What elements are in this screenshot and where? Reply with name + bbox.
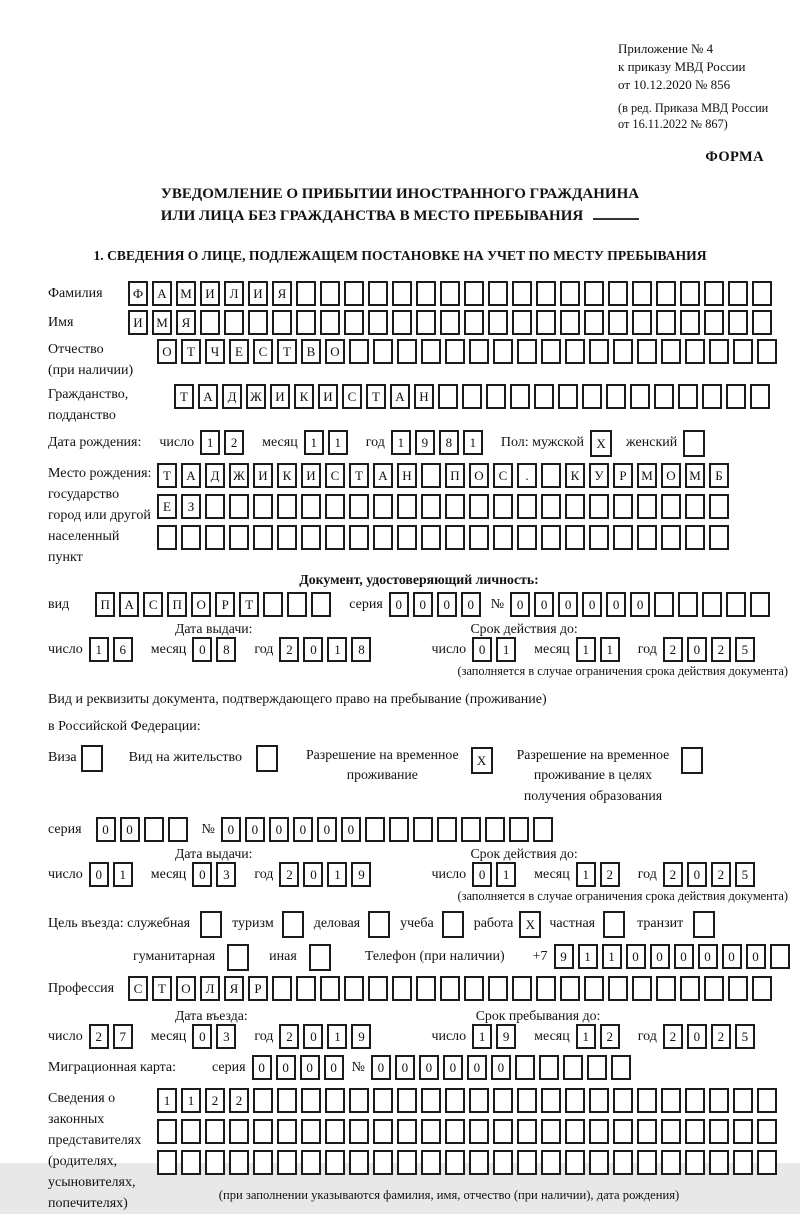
mig-number-boxes: 0 0 0 0 0 0 [371,1055,635,1081]
doc-type-boxes: П А С П О Р Т [95,592,335,618]
purpose-tourism-label: туризм [232,915,274,931]
phone-boxes: 9 1 1 0 0 0 0 0 0 [554,944,794,970]
residence-permit-label: Вид на жительство [128,749,242,765]
id-doc-row [48,592,790,618]
purpose-row [48,911,790,938]
day-label: число [159,435,195,450]
res-valid-year-boxes: 2 0 2 5 [663,862,759,888]
purpose-business-label: деловая [313,915,361,931]
id-issue-month-boxes: 0 8 [192,637,240,663]
visa-option [48,745,103,772]
entry-month-boxes: 0 3 [192,1024,240,1050]
sex-male-checkbox: X [590,430,612,457]
mig-number-label: № [351,1059,365,1075]
id-number-label: № [490,597,505,612]
given-name-label: Имя [48,315,74,330]
purpose-humanitarian-label: гуманитарная [133,948,216,964]
month-label: месяц [150,866,187,882]
sex-male-label: Пол: мужской [500,435,585,450]
purpose-tourism-checkbox [282,911,304,938]
purpose-row2 [48,944,790,971]
year-label: год [254,642,274,657]
visa-checkbox [81,745,103,772]
year-label: год [637,642,657,657]
purpose-work-label: работа [473,915,514,931]
patronymic-label: Отчество (при наличии) [48,342,134,378]
visa-label: Виза [48,749,77,765]
year-label: год [254,866,274,882]
stay-until-header: Срок пребывания до: [475,1007,601,1023]
rvp-label: Разрешение на временное проживание [305,746,459,783]
section1-heading: 1. СВЕДЕНИЯ О ЛИЦЕ, ПОДЛЕЖАЩЕМ ПОСТАНОВКЕ НА УЧЕТ ПО МЕСТУ ПРЕБЫВАНИЯ [93,248,707,263]
annex-line: Приложение № 4 [618,41,714,56]
stay-day-boxes: 1 9 [472,1024,520,1050]
residence-doc-line1: Вид и реквизиты документа, подтверждающего право на пребывание (проживание) [48,692,547,707]
doc-type-label: вид [48,597,70,612]
annex-line: к приказу МВД России [618,58,746,74]
phone-label: Телефон (при наличии) [364,948,505,964]
citizenship-boxes: Т А Д Ж И К И С Т А Н [174,384,774,410]
month-label: месяц [262,435,298,450]
sex-female-checkbox [683,430,705,457]
year-label: год [637,1028,657,1044]
id-series-boxes: 0 0 0 0 [389,592,485,618]
entry-dates-row [48,1024,790,1050]
representatives-line2-boxes [157,1119,781,1145]
form-title [0,184,800,228]
phone-prefix: +7 [532,948,548,964]
rvp-education-option [517,745,704,807]
res-issue-year-boxes: 2 0 1 9 [279,862,375,888]
purpose-transit-label: транзит [637,915,684,931]
form-body [48,281,790,1214]
id-issue-day-boxes: 1 6 [89,637,137,663]
purpose-business-checkbox [368,911,390,938]
id-issue-year-boxes: 2 0 1 8 [279,637,375,663]
res-issue-date-header: Дата выдачи: [175,845,253,861]
purpose-study-label: учеба [400,915,434,931]
id-valid-note: (заполняется в случае ограничения срока действия документа) [457,664,788,678]
id-number-boxes: 0 0 0 0 0 0 [510,592,774,618]
surname-row [48,281,790,307]
birth-date-row [48,430,790,457]
id-valid-until-header: Срок действия до: [470,621,578,636]
annex-reference [618,40,768,133]
given-name-boxes: И М Я [128,310,776,336]
patronymic-boxes: О Т Ч Е С Т В О [157,339,781,365]
profession-row [48,976,790,1002]
purpose-study-checkbox [442,911,464,938]
residence-doc-line2: в Российской Федерации: [48,719,201,735]
res-valid-until-header: Срок действия до: [470,845,578,861]
annex-note-line: (в ред. Приказа МВД России [618,100,769,115]
id-series-label: серия [349,597,383,612]
month-label: месяц [150,1028,187,1044]
id-doc-heading: Документ, удостоверяющий личность: [299,572,539,587]
rvp-checkbox: X [471,747,493,774]
purpose-official-checkbox [200,911,222,938]
entry-date-header: Дата въезда: [175,1007,248,1023]
res-doc-dates-row [48,862,790,888]
month-label: месяц [534,642,570,657]
id-doc-dates-row [48,637,790,663]
purpose-work-checkbox: X [519,911,541,938]
day-label: число [48,866,83,882]
purpose-other-checkbox [309,944,331,971]
forma-label: ФОРМА [705,149,764,165]
sex-female-label: женский [626,435,678,450]
rvp-education-checkbox [681,747,703,774]
migration-card-label: Миграционная карта: [48,1059,177,1075]
purpose-transit-checkbox [693,911,715,938]
entry-year-boxes: 2 0 1 9 [279,1024,375,1050]
id-valid-month-boxes: 1 1 [576,637,624,663]
day-label: число [431,866,467,882]
form-title-line2: ИЛИ ЛИЦА БЕЗ ГРАЖДАНСТВА В МЕСТО ПРЕБЫВАНИЯ [0,206,800,228]
rvp-education-label: Разрешение на временное проживание в целях получения образования [516,746,670,803]
month-label: месяц [534,866,570,882]
residence-permit-checkbox [256,745,278,772]
representatives-row [48,1088,790,1214]
representatives-line1-boxes: 1 1 2 2 [157,1088,781,1114]
birthplace-line1-boxes: Т А Д Ж И К И С Т А Н П О С . К У Р М О М Б [157,463,733,489]
id-doc-date-headers [48,621,790,637]
day-label: число [431,642,467,657]
res-doc-date-headers [48,846,790,862]
day-label: число [48,1028,83,1044]
given-name-row [48,310,790,336]
res-valid-note: (заполняется в случае ограничения срока действия документа) [457,888,788,903]
residence-doc-paragraph [48,686,790,741]
rvp-option [306,745,493,786]
res-number-label: № [201,821,215,837]
res-series-boxes: 0 0 [96,817,192,843]
purpose-private-checkbox [603,911,625,938]
residence-permit-option [129,745,278,772]
residence-doc-number-row [48,817,790,843]
id-issue-date-header: Дата выдачи: [175,621,253,636]
res-series-label: серия [48,821,82,837]
month-label: месяц [150,642,187,657]
birth-month-boxes: 1 1 [304,430,352,456]
res-issue-day-boxes: 0 1 [89,862,137,888]
representatives-line3-boxes [157,1150,781,1176]
day-label: число [431,1028,467,1044]
stay-year-boxes: 2 0 2 5 [663,1024,759,1050]
id-valid-year-boxes: 2 0 2 5 [663,637,759,663]
profession-label: Профессия [48,980,115,996]
migration-card-row [48,1055,790,1081]
purpose-humanitarian-checkbox [227,944,249,971]
birthplace-label: Место рождения: государство город или другой населенный пункт [48,466,152,565]
citizenship-label: Гражданство, подданство [48,387,129,423]
residence-doc-checkboxes [48,745,790,807]
id-valid-day-boxes: 0 1 [472,637,520,663]
profession-boxes: С Т О Л Я Р [128,976,776,1002]
representatives-label: Сведения о законных представителях (родителях, усыновителях, попечителях) [48,1090,142,1211]
birth-date-label: Дата рождения: [48,435,142,450]
purpose-other-label: иная [269,948,297,964]
month-label: месяц [534,1028,570,1044]
birthplace-line3-boxes [157,525,733,551]
purpose-private-label: частная [549,915,596,931]
patronymic-row [48,339,790,381]
stay-month-boxes: 1 2 [576,1024,624,1050]
birthplace-line2-boxes: Е З [157,494,733,520]
annex-note-line: от 16.11.2022 № 867) [618,117,728,132]
res-valid-month-boxes: 1 2 [576,862,624,888]
form-title-line1: УВЕДОМЛЕНИЕ О ПРИБЫТИИ ИНОСТРАННОГО ГРАЖДАНИНА [160,186,640,202]
surname-label: Фамилия [48,286,103,301]
representatives-note: (при заполнении указываются фамилия, имя, отчество (при наличии), дата рождения) [218,1187,680,1202]
year-label: год [637,866,657,882]
birthplace-row [48,463,790,568]
annex-line: от 10.12.2020 № 856 [618,76,731,92]
year-label: год [365,435,385,450]
res-valid-day-boxes: 0 1 [472,862,520,888]
citizenship-row [48,384,790,426]
day-label: число [48,642,83,657]
birth-day-boxes: 1 2 [200,430,248,456]
res-issue-month-boxes: 0 3 [192,862,240,888]
entry-day-boxes: 2 7 [89,1024,137,1050]
res-number-boxes: 0 0 0 0 0 0 [221,817,557,843]
title-blank-line [593,218,639,220]
purpose-official-label: Цель въезда: служебная [48,915,191,931]
mig-series-label: серия [212,1059,246,1075]
birth-year-boxes: 1 9 8 1 [391,430,487,456]
entry-date-headers [48,1008,790,1024]
mig-series-boxes: 0 0 0 0 [252,1055,348,1081]
year-label: год [254,1028,274,1044]
surname-boxes: Ф А М И Л И Я [128,281,776,307]
